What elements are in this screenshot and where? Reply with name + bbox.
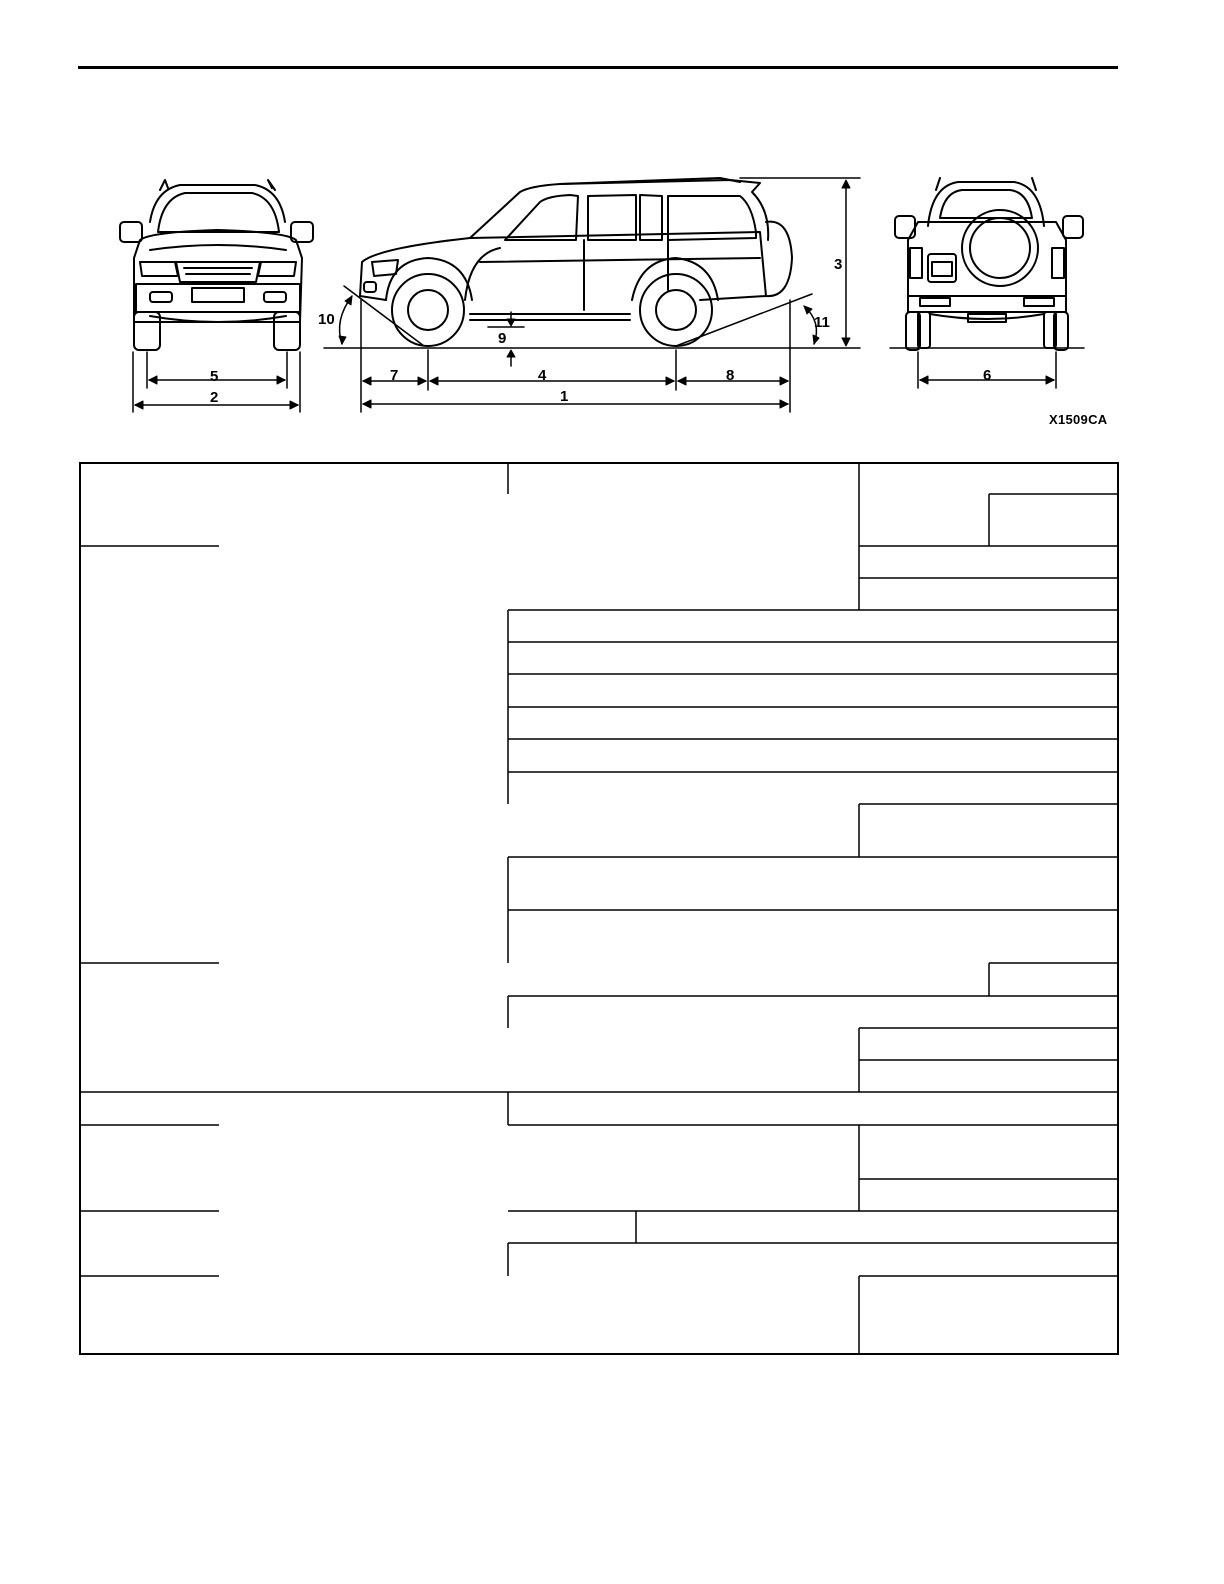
dim-label-3: 3 bbox=[834, 256, 843, 273]
dim-label-10: 10 bbox=[318, 311, 335, 328]
dim-label-4: 4 bbox=[538, 367, 547, 384]
rear-view bbox=[890, 178, 1084, 388]
dim-label-7: 7 bbox=[390, 367, 399, 384]
side-view bbox=[324, 178, 860, 412]
dim-label-2: 2 bbox=[210, 389, 219, 406]
specification-table bbox=[79, 462, 1119, 1355]
dim-label-9: 9 bbox=[498, 330, 507, 347]
vehicle-dimensions-diagram bbox=[0, 0, 1224, 460]
figure-code: X1509CA bbox=[1049, 412, 1108, 427]
dim-label-11: 11 bbox=[814, 314, 830, 331]
dim-label-6: 6 bbox=[983, 367, 992, 384]
dim-label-1: 1 bbox=[560, 388, 569, 405]
dim-label-5: 5 bbox=[210, 368, 219, 385]
dim-label-8: 8 bbox=[726, 367, 735, 384]
